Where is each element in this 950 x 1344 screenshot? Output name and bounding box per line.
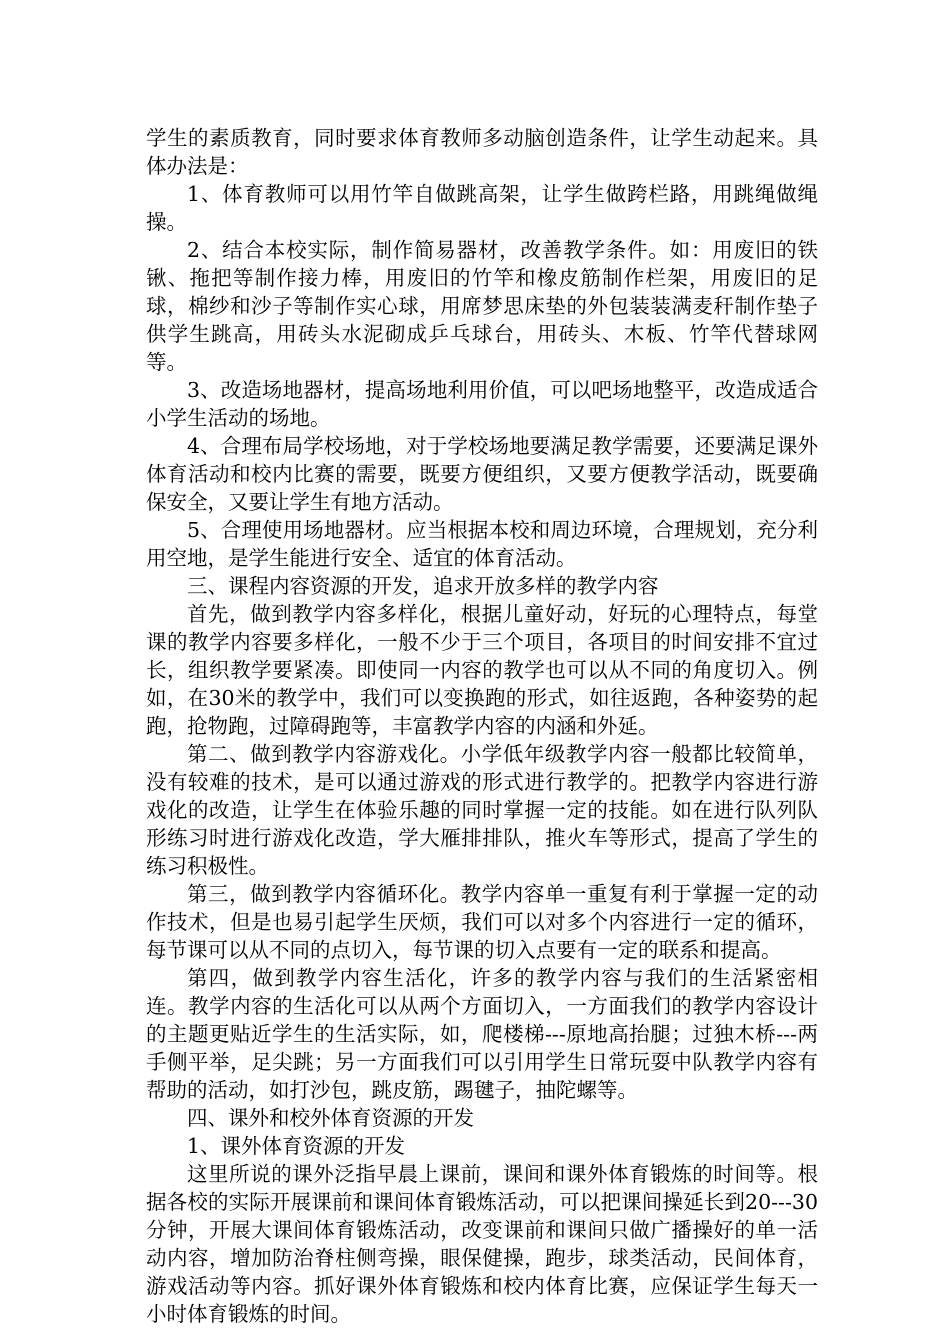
section-heading-4: 四、课外和校外体育资源的开发 bbox=[187, 1106, 474, 1130]
paragraph-item-5: 5、合理使用场地器材。应当根据本校和周边环境，合理规划，充分利用空地，是学生能进行安全、适宜的体育活动。 bbox=[146, 518, 818, 570]
paragraph-item-3: 3、改造场地器材，提高场地利用价值，可以吧场地整平，改造成适合小学生活动的场地。 bbox=[146, 378, 818, 430]
paragraph-item-2: 2、结合本校实际，制作简易器材，改善教学条件。如：用废旧的铁锹、拖把等制作接力棒，用废旧的竹竿和橡皮筋制作栏架，用废旧的足球，棉纱和沙子等制作实心球，用席梦思床垫的外包装装满麦秆制作垫子供学生跳高，用砖头水泥砌成乒乓球台，用砖头、木板、竹竿代替球网等。 bbox=[146, 238, 818, 374]
paragraph-second: 第二、做到教学内容游戏化。小学低年级教学内容一般都比较简单，没有较难的技术，是可以通过游戏的形式进行教学的。把教学内容进行游戏化的改造，让学生在体验乐趣的同时掌握一定的技能。如在进行队列队形练习时进行游戏化改造，学大雁排排队，推火车等形式，提高了学生的练习积极性。 bbox=[146, 742, 818, 878]
section-heading-3: 三、课程内容资源的开发，追求开放多样的教学内容 bbox=[187, 574, 659, 598]
subsection-heading-1: 1、课外体育资源的开发 bbox=[187, 1134, 406, 1158]
paragraph-first: 首先，做到教学内容多样化，根据儿童好动，好玩的心理特点，每堂课的教学内容要多样化，一般不少于三个项目，各项目的时间安排不宜过长，组织教学要紧凑。即使同一内容的教学也可以从不同的角度切入。例如，在30米的教学中，我们可以变换跑的形式，如往返跑，各种姿势的起跑，抢物跑，过障碍跑等，丰富教学内容的内涵和外延。 bbox=[146, 602, 818, 738]
paragraph-extracurricular: 这里所说的课外泛指早晨上课前，课间和课外体育锻炼的时间等。根据各校的实际开展课前和课间体育锻炼活动，可以把课间操延长到20---30分钟，开展大课间体育锻炼活动，改变课前和课间只做广播操好的单一活动内容，增加防治脊柱侧弯操，眼保健操，跑步，球类活动，民间体育，游戏活动等内容。抓好课外体育锻炼和校内体育比赛，应保证学生每天一小时体育锻炼的时间。 bbox=[146, 1162, 818, 1326]
paragraph-continuation: 学生的素质教育，同时要求体育教师多动脑创造条件，让学生动起来。具体办法是： bbox=[146, 126, 818, 178]
paragraph-third: 第三，做到教学内容循环化。教学内容单一重复有利于掌握一定的动作技术，但是也易引起学生厌烦，我们可以对多个内容进行一定的循环，每节课可以从不同的点切入，每节课的切入点要有一定的联系和提高。 bbox=[146, 882, 818, 962]
paragraph-item-1: 1、体育教师可以用竹竿自做跳高架，让学生做跨栏路，用跳绳做绳操。 bbox=[146, 182, 818, 234]
document-page bbox=[146, 124, 818, 1328]
paragraph-item-4: 4、合理布局学校场地，对于学校场地要满足教学需要，还要满足课外体育活动和校内比赛的需要，既要方便组织，又要方便教学活动，既要确保安全，又要让学生有地方活动。 bbox=[146, 434, 818, 514]
paragraph-fourth: 第四，做到教学内容生活化，许多的教学内容与我们的生活紧密相连。教学内容的生活化可以从两个方面切入，一方面我们的教学内容设计的主题更贴近学生的生活实际，如，爬楼梯---原地高抬腿；过独木桥---两手侧平举，足尖跳；另一方面我们可以引用学生日常玩耍中队教学内容有帮助的活动，如打沙包，跳皮筋，踢毽子，抽陀螺等。 bbox=[146, 966, 818, 1102]
